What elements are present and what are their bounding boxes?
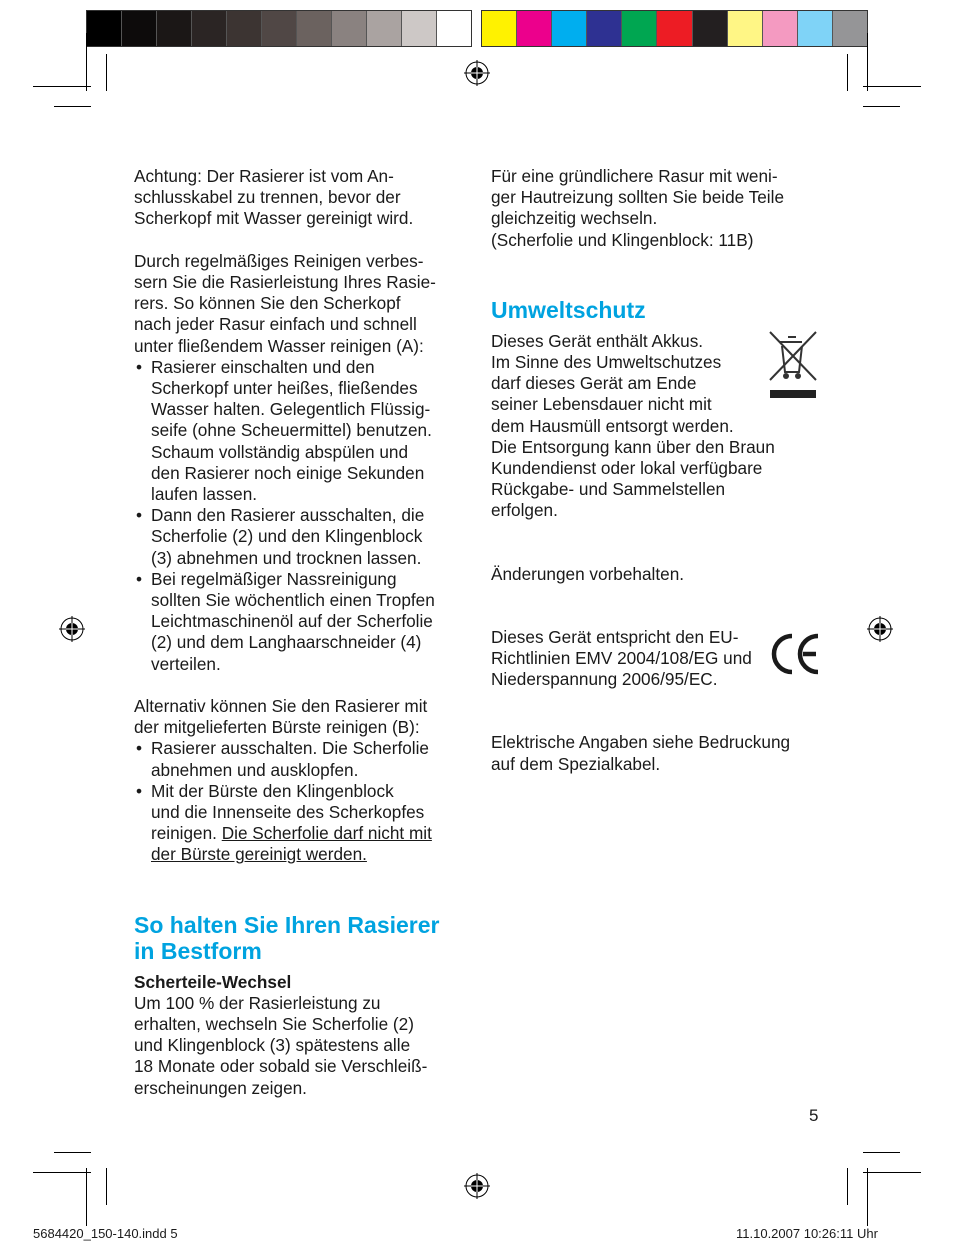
page-number: 5 <box>809 1106 819 1125</box>
color-swatch <box>227 11 262 46</box>
color-swatch <box>622 11 657 46</box>
color-swatch <box>657 11 692 46</box>
color-swatch <box>517 11 552 46</box>
color-swatch <box>192 11 227 46</box>
paragraph-brush-cleaning: Alternativ können Sie den Rasierer mit der mitgelieferten Bürste reinigen (B): <box>134 696 428 738</box>
color-swatch <box>122 11 157 46</box>
crop-mark <box>863 106 900 107</box>
color-swatch <box>402 11 437 46</box>
color-swatch <box>367 11 402 46</box>
crop-mark <box>106 1168 107 1205</box>
color-swatch <box>157 11 192 46</box>
registration-mark-icon <box>464 60 490 86</box>
color-swatch <box>763 11 798 46</box>
crop-mark <box>867 33 868 91</box>
color-swatch <box>833 11 867 46</box>
color-calibration-bar-color <box>481 10 868 47</box>
color-swatch <box>552 11 587 46</box>
crop-mark <box>867 1168 868 1226</box>
list-item: • Mit der Bürste den Klingenblock und die Innenseite des Scherkopfes reinigen. Die Scherfolie darf nicht mit der Bürste gereinigt werden. <box>134 781 466 866</box>
crop-mark <box>33 86 91 87</box>
section-heading-maintenance: So halten Sie Ihren Rasierer in Bestform <box>134 911 440 964</box>
weee-crossed-bin-icon <box>766 330 822 402</box>
crop-mark <box>847 1168 848 1205</box>
paragraph-changes-reserved: Änderungen vorbehalten. <box>491 563 685 584</box>
list-item: • Rasierer einschalten und den Scherkopf unter heißes, fließendes Wasser halten. Gelegentlich Flüssig- seife (ohne Scheuermittel) benutzen. Schaum vollständig abspülen und den Rasierer noch einige Sekunden laufen lassen. <box>134 357 466 505</box>
paragraph-cleaning-intro: Durch regelmäßiges Reinigen verbes- sern Sie die Rasierleistung Ihres Rasie- rers. So können Sie den Scherkopf nach jeder Rasur einfach und schnell unter fließendem Wasser reinigen (A): <box>134 250 436 356</box>
color-swatch <box>728 11 763 46</box>
registration-mark-icon <box>464 1173 490 1199</box>
color-swatch <box>87 11 122 46</box>
color-swatch <box>587 11 622 46</box>
warning-underlined: der Bürste gereinigt werden. <box>151 844 367 865</box>
paragraph-eu-compliance: Dieses Gerät entspricht den EU- Richtlinien EMV 2004/108/EG und Niederspannung 2006/95/EC. <box>491 626 752 690</box>
list-item: • Bei regelmäßiger Nassreinigung sollten Sie wöchentlich einen Tropfen Leichtmaschinenöl auf der Scherfolie (2) und dem Langhaarschneider (4) verteilen. <box>134 569 466 675</box>
color-swatch <box>262 11 297 46</box>
color-swatch <box>482 11 517 46</box>
footer-file-info: 5684420_150-140.indd 5 <box>33 1226 178 1241</box>
footer-timestamp: 11.10.2007 10:26:11 Uhr <box>736 1226 878 1241</box>
crop-mark <box>33 1172 91 1173</box>
paragraph-replace-both: Für eine gründlichere Rasur mit weni- ger Hautreizung sollten Sie beide Teile gleichzeitig wechseln. (Scherfolie und Klingenblock: 11B) <box>491 166 785 250</box>
crop-mark <box>86 33 87 91</box>
paragraph-electrical-info: Elektrische Angaben siehe Bedruckung auf dem Spezialkabel. <box>491 732 791 774</box>
left-column <box>134 166 466 1099</box>
crop-mark <box>863 1152 900 1153</box>
crop-mark <box>863 1172 921 1173</box>
registration-mark-icon <box>867 616 893 642</box>
paragraph-caution: Achtung: Der Rasierer ist vom An- schlusskabel zu trennen, bevor der Scherkopf mit Wasser gereinigt wird. <box>134 166 414 229</box>
section-heading-environment: Umweltschutz <box>491 296 646 323</box>
registration-mark-icon <box>59 616 85 642</box>
color-calibration-bar-grayscale <box>86 10 472 47</box>
crop-mark <box>54 106 91 107</box>
warning-underlined: Die Scherfolie darf nicht mit <box>221 823 432 844</box>
list-item: • Rasierer ausschalten. Die Scherfolie abnehmen und ausklopfen. <box>134 738 466 780</box>
crop-mark <box>86 1168 87 1226</box>
crop-mark <box>106 54 107 91</box>
color-swatch <box>332 11 367 46</box>
color-swatch <box>693 11 728 46</box>
crop-mark <box>54 1152 91 1153</box>
color-swatch <box>437 11 471 46</box>
ce-mark-icon <box>770 630 822 678</box>
paragraph-replacement: Um 100 % der Rasierleistung zu erhalten, wechseln Sie Scherfolie (2) und Klingenblock (3) spätestens alle 18 Monate oder sobald sie Verschleiß- erscheinungen zeigen. <box>134 992 428 1098</box>
crop-mark <box>847 54 848 91</box>
color-swatch <box>798 11 833 46</box>
list-item: • Dann den Rasierer ausschalten, die Scherfolie (2) und den Klingenblock (3) abnehmen und trocknen lassen. <box>134 505 466 569</box>
right-column <box>491 166 825 775</box>
crop-mark <box>863 86 921 87</box>
paragraph-disposal: Dieses Gerät enthält Akkus. Im Sinne des Umweltschutzes darf dieses Gerät am Ende seiner Lebensdauer nicht mit dem Hausmüll entsorgt werden. Die Entsorgung kann über den Braun Kundendienst oder lokal verfügbare Rückgabe- und Sammelstellen erfolgen. <box>491 330 775 521</box>
subheading-parts-replacement: Scherteile-Wechsel <box>134 971 292 992</box>
color-swatch <box>297 11 332 46</box>
